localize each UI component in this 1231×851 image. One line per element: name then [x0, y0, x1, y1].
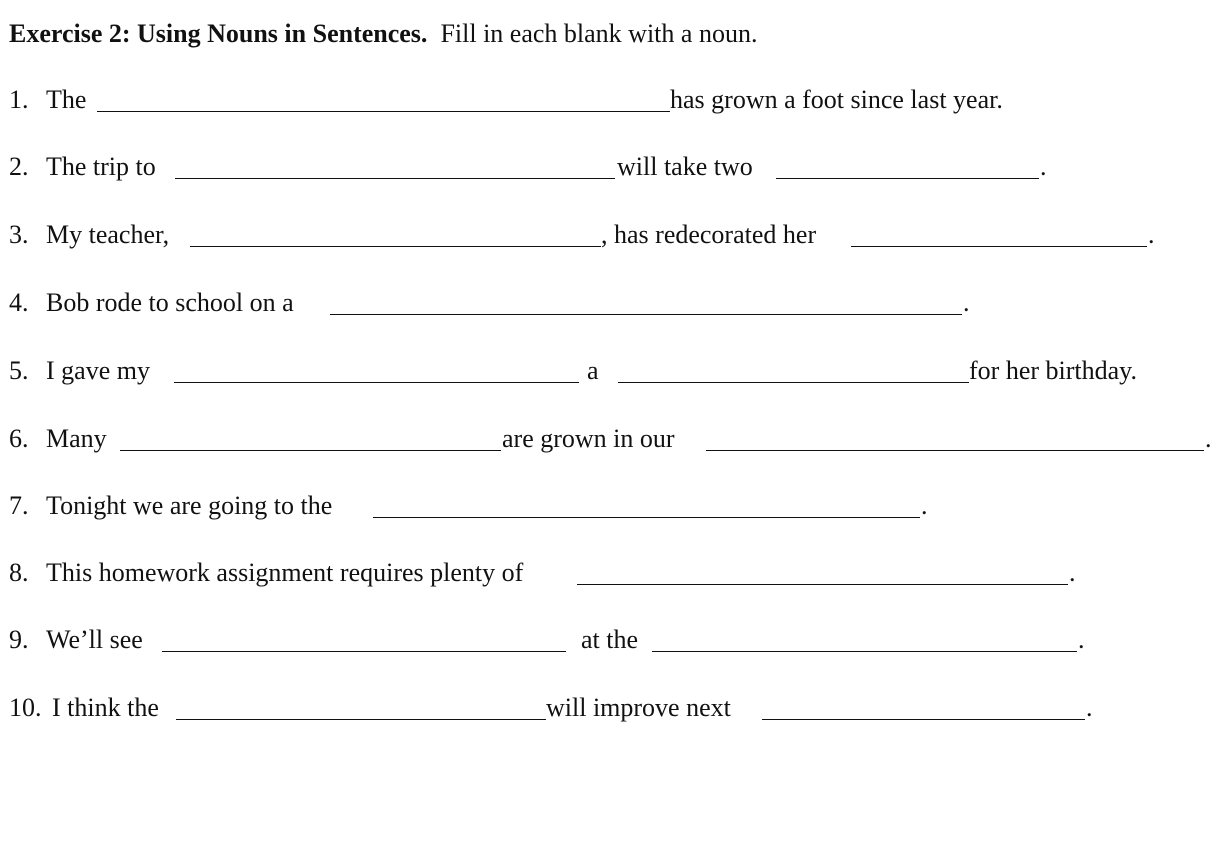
question-text: Bob rode to school on a [46, 288, 294, 317]
question-2 [0, 147, 1231, 187]
question-text: . [1040, 152, 1047, 181]
exercise-title: Exercise 2: Using Nouns in Sentences. [9, 19, 428, 48]
question-7 [0, 486, 1231, 526]
question-number: 2. [9, 152, 29, 181]
question-text: , has redecorated her [601, 220, 817, 249]
question-text: will improve next [546, 693, 731, 722]
question-text: for her birthday. [969, 356, 1137, 385]
question-text: will take two [617, 152, 753, 181]
answer-blank[interactable] [577, 584, 1068, 585]
answer-blank[interactable] [618, 382, 969, 383]
question-text: Tonight we are going to the [46, 491, 333, 520]
question-1 [0, 80, 1231, 120]
question-number: 8. [9, 558, 29, 587]
answer-blank[interactable] [174, 382, 579, 383]
exercise-heading [9, 14, 757, 54]
answer-blank[interactable] [851, 246, 1147, 247]
question-text: The trip to [46, 152, 156, 181]
question-text: My teacher, [46, 220, 170, 249]
question-number: 9. [9, 625, 29, 654]
question-number: 6. [9, 424, 29, 453]
question-text: The [46, 85, 87, 114]
question-text: . [1205, 424, 1212, 453]
answer-blank[interactable] [176, 719, 546, 720]
question-text: I gave my [46, 356, 150, 385]
answer-blank[interactable] [175, 178, 615, 179]
question-text: . [1086, 693, 1093, 722]
question-number: 10. [9, 693, 42, 722]
answer-blank[interactable] [373, 517, 920, 518]
answer-blank[interactable] [652, 651, 1077, 652]
question-8 [0, 553, 1231, 593]
question-text: I think the [52, 693, 159, 722]
question-number: 7. [9, 491, 29, 520]
question-number: 5. [9, 356, 29, 385]
question-text: are grown in our [502, 424, 675, 453]
question-number: 3. [9, 220, 29, 249]
question-text: Many [46, 424, 107, 453]
question-text: . [1078, 625, 1085, 654]
answer-blank[interactable] [190, 246, 601, 247]
question-number: 4. [9, 288, 29, 317]
question-number: 1. [9, 85, 29, 114]
question-10 [0, 688, 1231, 728]
question-text: at the [581, 625, 639, 654]
question-text: This homework assignment requires plenty of [46, 558, 524, 587]
question-4 [0, 283, 1231, 323]
answer-blank[interactable] [162, 651, 566, 652]
answer-blank[interactable] [762, 719, 1085, 720]
question-text: a [587, 356, 599, 385]
question-6 [0, 419, 1231, 459]
answer-blank[interactable] [330, 314, 962, 315]
answer-blank[interactable] [776, 178, 1039, 179]
question-text: . [1148, 220, 1155, 249]
question-text: . [1069, 558, 1076, 587]
exercise-instruction: Fill in each blank with a noun. [440, 19, 758, 48]
question-text: has grown a foot since last year. [670, 85, 1003, 114]
question-9 [0, 620, 1231, 660]
question-5 [0, 351, 1231, 391]
question-3 [0, 215, 1231, 255]
answer-blank[interactable] [706, 450, 1204, 451]
answer-blank[interactable] [97, 111, 670, 112]
question-text: . [963, 288, 970, 317]
answer-blank[interactable] [120, 450, 501, 451]
question-text: We’ll see [46, 625, 143, 654]
question-text: . [921, 491, 928, 520]
